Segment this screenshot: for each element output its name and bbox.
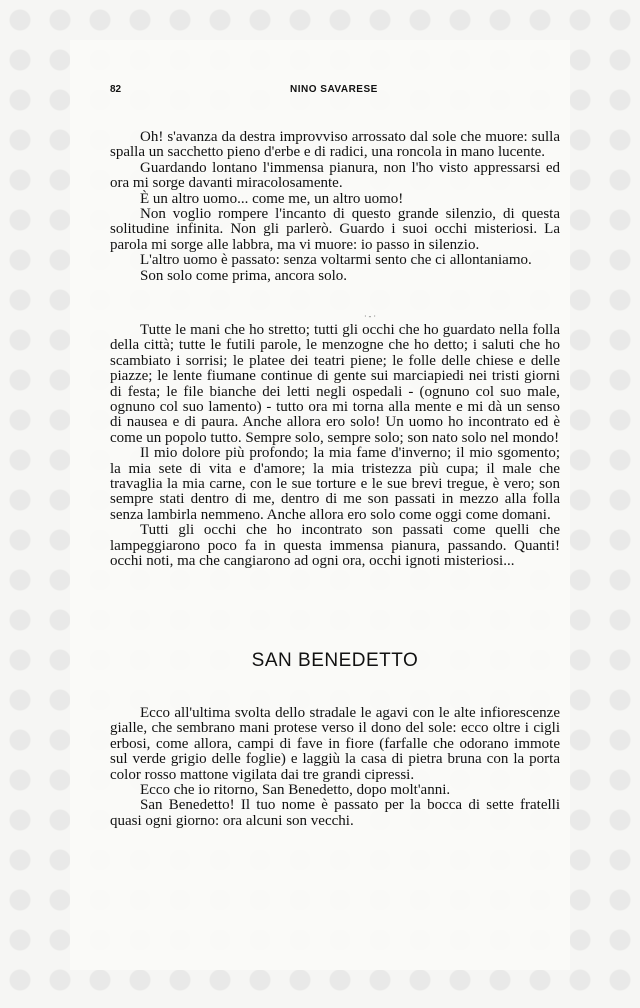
- paragraph: Ecco che io ritorno, San Benedetto, dopo molt'anni.: [140, 782, 451, 799]
- paragraph: È un altro uomo... come me, un altro uomo!: [140, 190, 404, 207]
- text-block-3: [110, 706, 560, 829]
- paragraph: L'altro uomo è passato: senza voltarmi sento che ci allontaniamo.: [140, 252, 532, 269]
- paragraph: Il mio dolore più profondo; la mia fame d'inverno; il mio sgomento; la mia sete di vita e d'amore; la mia tristezza più cupa; il male che travaglia la mia carne, con le sue torture e le sue brevi tregue, è vero; son sempre stati dentro di me, dentro di me son passati in mezzo alla folla senza lambirla nemmeno. Anche allora ero solo come oggi come domani.: [110, 445, 560, 523]
- page-number: 82: [110, 84, 122, 95]
- paragraph: Non voglio rompere l'incanto di questo grande silenzio, di questa solitudine infinita. Non gli parlerò. Guardo i suoi occhi misteriosi. La parola mi sorge alle labbra, ma vi muore: io passo in silenzio.: [110, 206, 560, 253]
- paragraph: Ecco all'ultima svolta dello stradale le agavi con le alte infiorescenze gialle, che sembrano mani protese verso il dono del sole: ecco oltre i cigli erbosi, come allora, campi di fave in fiore (farfalle che odorano immote sul verde grigio delle foglie) e laggiù la casa di pietra bruna con la porta color rosso mattone vigilata dai tre grandi cipressi.: [110, 705, 560, 783]
- paragraph: San Benedetto! Il tuo nome è passato per la bocca di sette fratelli quasi ogni giorno: ora alcuni son vecchi.: [110, 797, 560, 829]
- section-separator: · - ·: [364, 312, 376, 321]
- section-title: SAN BENEDETTO: [251, 650, 419, 671]
- paragraph: Oh! s'avanza da destra improvviso arrossato dal sole che muore: sulla spalla un sacchetto pieno d'erbe e di radici, una roncola in mano lucente.: [110, 129, 560, 161]
- paragraph: Tutte le mani che ho stretto; tutti gli occhi che ho guardato nella folla della città; tutte le futili parole, le menzogne che ho detto; i saluti che ho scambiato i sorrisi; le platee dei teatri piene; le folle delle chiese e delle piazze; le lente fiumane continue di gente sui marciapiedi nei tristi giorni di festa; le file bianche dei letti negli ospedali - (ognuno col suo male, ognuno col suo lamento) - tutto ora mi torna alla mente e mi dà un senso di nausea e di paura. Anche allora ero solo! Un uomo ho incontrato ed è come un popolo tutto. Sempre solo, sempre solo; son nato solo nel mondo!: [110, 322, 560, 446]
- running-head: [110, 84, 560, 102]
- paragraph: Tutti gli occhi che ho incontrato son passati come quelli che lampeggiarono poco fa in questa immensa pianura, passando. Quanti! occhi noti, ma che cangiarono ad ogni ora, occhi ignoti misteriosi...: [110, 522, 560, 570]
- running-title: NINO SAVARESE: [290, 84, 378, 95]
- paragraph: Guardando lontano l'immensa pianura, non l'ho visto appressarsi ed ora mi sorge davanti miracolosamente.: [110, 159, 560, 192]
- paragraph: Son solo come prima, ancora solo.: [140, 267, 348, 284]
- text-block-2: [110, 323, 560, 570]
- text-block-1: [110, 130, 560, 284]
